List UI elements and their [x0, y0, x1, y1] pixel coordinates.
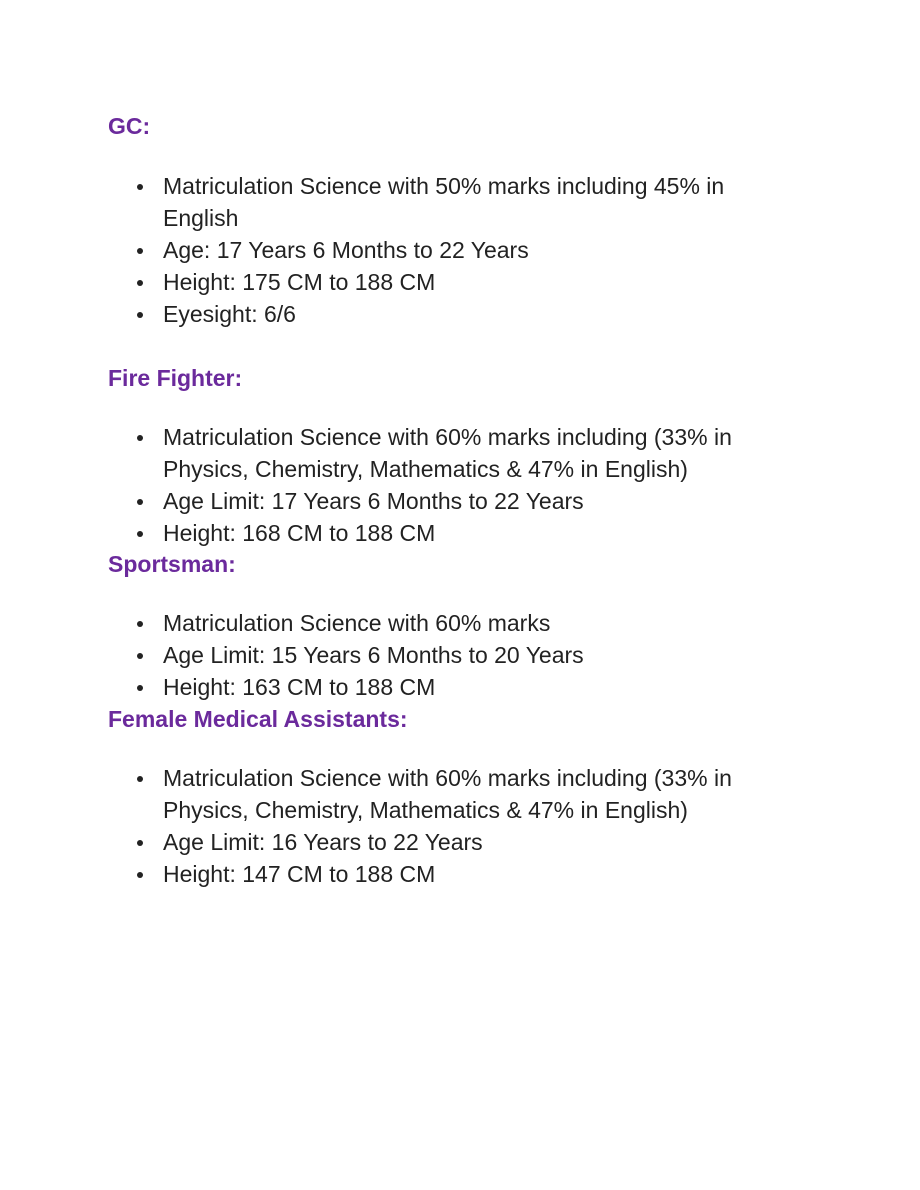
list-item — [0, 298, 773, 330]
list-item — [0, 826, 773, 858]
list-item — [0, 421, 773, 485]
section-list-fire-fighter — [0, 421, 800, 549]
list-item — [0, 485, 773, 517]
bullet-icon — [137, 653, 143, 659]
list-item-text: Age: 17 Years 6 Months to 22 Years — [163, 237, 529, 263]
list-item-text: Height: 175 CM to 188 CM — [163, 269, 436, 295]
list-item-text: Matriculation Science with 60% marks including (33% in Physics, Chemistry, Mathematics & 47% in English) — [163, 424, 732, 482]
list-item — [0, 517, 773, 549]
list-item-text: Height: 163 CM to 188 CM — [163, 674, 436, 700]
list-item — [0, 762, 773, 826]
list-item — [0, 639, 773, 671]
list-item-text: Matriculation Science with 60% marks — [163, 610, 551, 636]
section-list-female-medical-assistants — [0, 762, 800, 890]
list-item-text: Age Limit: 16 Years to 22 Years — [163, 829, 483, 855]
bullet-icon — [137, 435, 143, 441]
bullet-icon — [137, 499, 143, 505]
bullet-icon — [137, 840, 143, 846]
section-list-sportsman — [0, 607, 800, 703]
bullet-icon — [137, 531, 143, 537]
section-list-gc — [0, 170, 800, 330]
section-heading-female-medical-assistants: Female Medical Assistants: — [108, 706, 408, 732]
section-heading-sportsman: Sportsman: — [108, 551, 236, 577]
list-item — [0, 671, 773, 703]
list-item — [0, 266, 773, 298]
list-item-text: Age Limit: 15 Years 6 Months to 20 Years — [163, 642, 584, 668]
list-item-text: Eyesight: 6/6 — [163, 301, 296, 327]
list-item — [0, 234, 773, 266]
bullet-icon — [137, 685, 143, 691]
bullet-icon — [137, 621, 143, 627]
list-item-text: Age Limit: 17 Years 6 Months to 22 Years — [163, 488, 584, 514]
list-item-text: Height: 147 CM to 188 CM — [163, 861, 436, 887]
list-item-text: Height: 168 CM to 188 CM — [163, 520, 436, 546]
list-item — [0, 858, 773, 890]
bullet-icon — [137, 184, 143, 190]
list-item-text: Matriculation Science with 50% marks including 45% in English — [163, 173, 725, 231]
list-item-text: Matriculation Science with 60% marks including (33% in Physics, Chemistry, Mathematics & 47% in English) — [163, 765, 732, 823]
list-item — [0, 170, 773, 234]
section-heading-gc: GC: — [108, 113, 151, 139]
list-item — [0, 607, 773, 639]
bullet-icon — [137, 248, 143, 254]
bullet-icon — [137, 312, 143, 318]
bullet-icon — [137, 872, 143, 878]
bullet-icon — [137, 280, 143, 286]
bullet-icon — [137, 776, 143, 782]
section-heading-fire-fighter: Fire Fighter: — [108, 365, 243, 391]
